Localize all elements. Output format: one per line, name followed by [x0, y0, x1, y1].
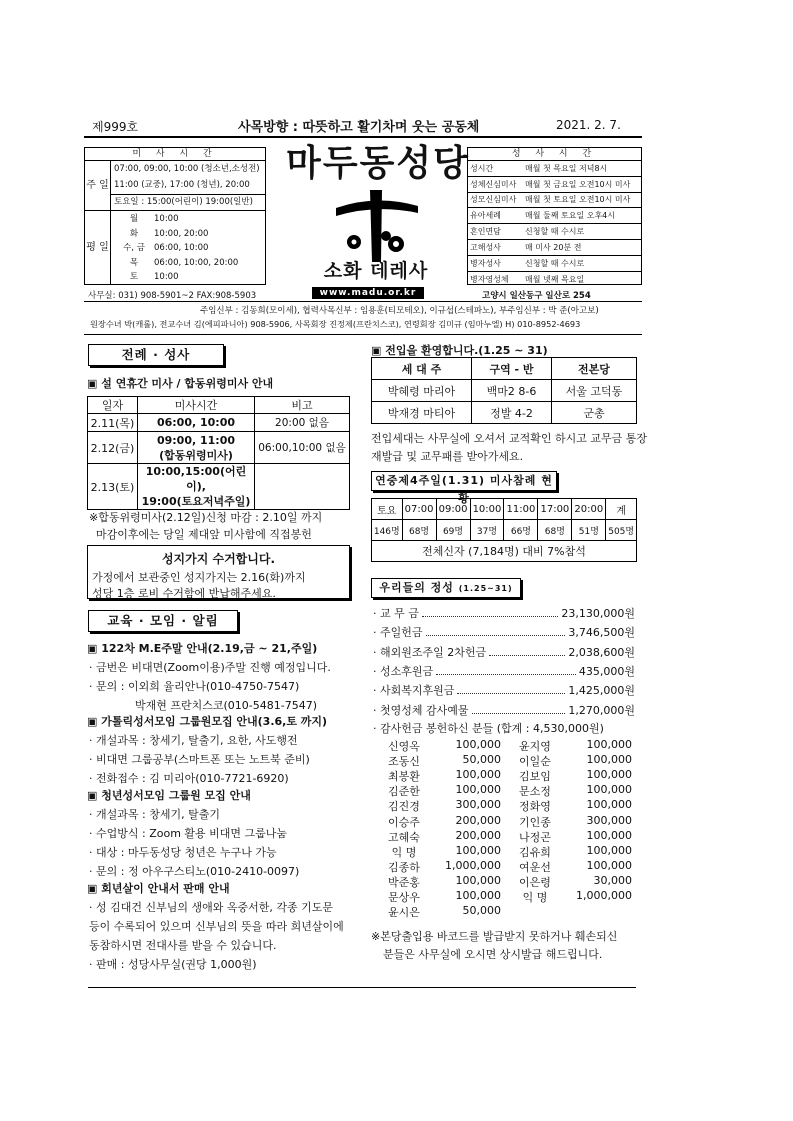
weekday-day: 토	[129, 272, 139, 283]
attendance-value: 68명	[538, 520, 572, 541]
sacrament-time: 매월 넷째 목요일	[525, 274, 585, 284]
offering-amount: 3,746,500원	[568, 626, 635, 640]
table-row	[88, 432, 350, 464]
welcome-cell: 박재경 마티아	[372, 402, 472, 424]
sunday-label: 주 일	[85, 161, 111, 211]
education-heading: ▣ 가톨릭성서모임 그룹원모집 안내(3.6,토 까지)	[87, 713, 327, 729]
patron-saint: 소화 데레사	[323, 260, 429, 282]
attendance-value: 51명	[572, 520, 606, 541]
dot-leader	[422, 605, 559, 617]
offerings-period: (1.25~31)	[458, 584, 513, 593]
schedule-note	[255, 464, 350, 510]
sacrament-time: 매월 첫 목요일 저녁8시	[525, 163, 608, 173]
header-rule	[84, 136, 642, 138]
weekday-row	[111, 256, 265, 270]
education-section-title: 교육 · 모임 · 알림	[88, 610, 238, 632]
schedule-time: 09:00, 11:00 (합동위령미사)	[138, 432, 255, 464]
sacrament-row	[468, 193, 641, 209]
staff-line: 원장수녀 박(캐롤), 전교수녀 김(에피파니아) 908-5906, 사목회장 진정제(프란치스코), 연령회장 김미규 (임마누엘) H) 010-8952-4693	[90, 319, 581, 329]
donor-amount: 100,000	[586, 843, 632, 857]
donor-name: 이일순	[519, 755, 551, 769]
sacrament-name: 성모신심미사	[470, 195, 517, 205]
offering-amount: 435,000원	[578, 664, 635, 678]
donor-name: 기인종	[519, 815, 551, 829]
liturgy-section-title: 전례 · 성사	[88, 344, 224, 366]
pastoral-motto: 사목방향 : 따뜻하고 활기차며 웃는 공동체	[238, 120, 480, 135]
sacrament-row	[468, 177, 641, 193]
weekday-row	[111, 227, 265, 241]
offering-amount: 1,270,000원	[568, 703, 635, 717]
attendance-summary: 전체신자 (7,184명) 대비 7%참석	[372, 541, 637, 562]
education-heading: ▣ 청년성서모임 그룹원 모집 안내	[87, 787, 251, 803]
dot-leader	[426, 624, 566, 636]
donor-amount: 100,000	[455, 738, 501, 751]
education-line: · 수업방식 : Zoom 활용 비대면 그룹나눔	[89, 827, 288, 840]
sacrament-time: 매월 첫 토요일 오전10시 미사	[525, 195, 631, 205]
donor-name: 이은령	[519, 875, 551, 889]
schedule-date: 2.12(금)	[88, 432, 138, 464]
offering-item	[373, 624, 635, 640]
attendance-value: 146명	[372, 520, 403, 541]
notice-text: 성당 1층 로비 수거함에 반납해주세요.	[92, 587, 276, 600]
donor-amount: 100,000	[455, 843, 501, 857]
donor-amount: 100,000	[455, 889, 501, 902]
table-header: 전본당	[552, 358, 637, 380]
welcome-cell: 서울 고덕동	[552, 380, 637, 402]
welcome-cell: 정발 4-2	[472, 402, 552, 424]
offering-name: · 해외원조주일 2차헌금	[373, 645, 487, 659]
welcome-note: 전입세대는 사무실에 오셔서 교적확인 하시고 교무금 통장	[371, 432, 648, 445]
sacrament-rows	[468, 161, 641, 287]
donor-name: 이승주	[388, 815, 420, 829]
mass-times-title: 미 사 시 간	[85, 148, 265, 161]
offering-amount: 2,038,600원	[568, 645, 635, 659]
notice-title: 성지가지 수거합니다.	[161, 552, 276, 566]
offering-name: · 성소후원금	[373, 664, 434, 678]
sacrament-row	[468, 161, 641, 177]
issue-number: 제999호	[92, 120, 139, 134]
cross-icon	[326, 186, 426, 266]
sacrament-name: 성시간	[470, 163, 494, 173]
attendance-header: 09:00	[436, 499, 470, 520]
notice-text: 가정에서 보관중인 성지가지는 2.16(화)까지	[92, 571, 306, 584]
education-line: · 문의 : 이외희 율리안나(010-4750-7547)	[89, 680, 300, 693]
divider	[84, 334, 642, 335]
welcome-cell: 백마2 8-6	[472, 380, 552, 402]
divider	[84, 301, 642, 302]
donor-name: 문상우	[388, 891, 420, 904]
donor-name: 고혜숙	[388, 830, 420, 844]
sacraments-title: 성 사 시 간	[468, 148, 641, 161]
weekday-row	[111, 270, 265, 284]
weekday-label: 평 일	[85, 211, 111, 285]
donor-amount: 100,000	[586, 738, 632, 751]
dot-leader	[472, 702, 566, 714]
dot-leader	[457, 682, 565, 694]
attendance-header: 토요	[372, 499, 403, 520]
donor-name: 김종하	[388, 860, 420, 874]
education-line: · 문의 : 정 아우구스티노(010-2410-0097)	[89, 865, 300, 878]
mass-times-box	[84, 147, 266, 285]
weekday-time: 10:00	[154, 214, 179, 224]
weekday-day: 월	[129, 214, 139, 224]
donor-name: 여운선	[519, 860, 551, 874]
parish-address: 고양시 일산동구 일산로 254	[482, 291, 591, 301]
office-contact: 사무실: 031) 908-5901~2 FAX:908-5903	[88, 291, 257, 301]
issue-date: 2021. 2. 7.	[556, 118, 621, 132]
sacrament-name: 병자성사	[470, 258, 501, 268]
attendance-header: 11:00	[504, 499, 538, 520]
donor-name: 조동신	[388, 755, 420, 769]
donor-name: 최봉환	[388, 770, 420, 784]
table-header: 일자	[88, 397, 138, 414]
attendance-header: 17:00	[538, 499, 572, 520]
thanksgiving-title: · 감사헌금 봉헌하신 분들 (합계 : 4,530,000원)	[373, 722, 604, 735]
weekday-time: 10:00	[154, 272, 179, 283]
donor-amount: 300,000	[455, 798, 501, 812]
schedule-note: 06:00,10:00 없음	[255, 432, 350, 464]
attendance-header: 10:00	[470, 499, 504, 520]
education-line: · 개설과목 : 창세기, 탈출기, 요한, 사도행전	[89, 734, 298, 747]
sacrament-row	[468, 256, 641, 272]
weekday-day: 화	[129, 228, 139, 239]
donor-amount: 50,000	[462, 753, 501, 767]
table-header: 구역 - 반	[472, 358, 552, 380]
donor-amount: 1,000,000	[576, 889, 632, 902]
donor-amount: 100,000	[586, 858, 632, 872]
weekday-time: 06:00, 10:00, 20:00	[154, 257, 239, 268]
new-members-table	[371, 357, 637, 424]
weekday-day: 수, 금	[123, 243, 145, 254]
welcome-heading: ▣ 전입을 환영합니다.(1.25 ~ 31)	[371, 342, 548, 358]
table-row	[88, 414, 350, 432]
offering-item	[373, 644, 635, 660]
donor-name: 박준홍	[388, 875, 420, 889]
education-line: · 개설과목 : 창세기, 탈출기	[89, 808, 220, 821]
palm-collection-notice	[87, 545, 350, 599]
saturday-row: 토요일 : 15:00(어린이) 19:00(일반)	[111, 194, 265, 211]
attendance-value: 66명	[504, 520, 538, 541]
offerings-title	[371, 578, 521, 598]
sacrament-name: 고해성사	[470, 242, 501, 252]
donor-amount: 200,000	[455, 828, 501, 842]
donor-amount: 100,000	[586, 783, 632, 797]
education-line: 동참하시면 전대사를 받을 수 있습니다.	[89, 939, 277, 952]
sacrament-name: 성체신심미사	[470, 179, 517, 189]
parish-name: 마두동성당	[286, 143, 470, 184]
offerings-title-text: 우리들의 정성	[379, 581, 454, 594]
sacrament-time: 매월 첫 금요일 오전10시 미사	[525, 179, 631, 189]
table-row	[372, 380, 637, 402]
table-row	[88, 464, 350, 510]
attendance-value: 37명	[470, 520, 504, 541]
donor-name: 김유희	[519, 845, 551, 859]
education-heading: ▣ 회년살이 안내서 판매 안내	[87, 880, 230, 896]
education-line: · 비대면 그룹공부(스마트폰 또는 노트북 준비)	[89, 753, 310, 766]
education-line: 박재현 프란치스코(010-5481-7547)	[135, 699, 318, 712]
offering-amount: 23,130,000원	[561, 607, 635, 620]
sacrament-time: 신청할 때 수시로	[525, 227, 585, 237]
dot-leader	[489, 644, 565, 656]
sacrament-time: 매 미사 20분 전	[525, 242, 582, 252]
education-line: · 전화접수 : 김 미리아(010-7721-6920)	[89, 772, 289, 785]
attendance-header: 계	[606, 499, 637, 520]
sunday-row: 11:00 (교중), 17:00 (청년), 20:00	[114, 180, 250, 190]
attendance-value: 68명	[402, 520, 436, 541]
donor-amount: 100,000	[586, 798, 632, 812]
donor-name: 김준한	[388, 785, 420, 799]
sacrament-name: 병자영성체	[470, 274, 509, 284]
clergy-line: 주임신부 : 김동희(모이세), 협력사목신부 : 임용훈(티모테오), 이규섭(스테파노), 부주임신부 : 박 준(아고보)	[200, 306, 599, 316]
education-line: · 대상 : 마두동성당 청년은 누구나 가능	[89, 846, 277, 859]
offering-name: · 교 무 금	[373, 607, 419, 620]
weekday-time: 10:00, 20:00	[154, 228, 209, 239]
donor-amount: 100,000	[455, 783, 501, 797]
offering-item	[373, 605, 635, 621]
offering-item	[373, 682, 635, 698]
sacraments-box	[467, 147, 642, 285]
dot-leader	[436, 663, 576, 675]
footer-rule	[88, 987, 636, 988]
donor-amount: 200,000	[455, 813, 501, 827]
donor-name: 김보임	[519, 770, 551, 784]
education-heading: ▣ 122차 M.E주말 안내(2.19,금 ~ 21,주일)	[87, 640, 317, 656]
schedule-note: 20:00 없음	[255, 414, 350, 432]
schedule-time: 06:00, 10:00	[138, 414, 255, 432]
donor-amount: 1,000,000	[445, 858, 501, 872]
sacrament-time: 신청할 때 수시로	[525, 258, 585, 268]
sacrament-row	[468, 272, 641, 288]
donor-name: 익 명	[391, 845, 417, 859]
schedule-date: 2.11(목)	[88, 414, 138, 432]
offering-item	[373, 702, 635, 718]
table-header: 비고	[255, 397, 350, 414]
donor-amount: 30,000	[593, 873, 632, 887]
offering-name: · 사회복지후원금	[373, 684, 455, 698]
website-link[interactable]: www.madu.or.kr	[312, 287, 424, 299]
weekday-row	[111, 212, 265, 226]
holiday-mass-heading: ▣ 설 연휴간 미사 / 합동위령미사 안내	[87, 375, 273, 391]
attendance-header: 07:00	[402, 499, 436, 520]
attendance-value: 505명	[606, 520, 637, 541]
memo-line: ※합동위령미사(2.12일)신청 마감 : 2.10일 까지	[89, 511, 323, 524]
welcome-note: 재발급 및 교무패를 받아가세요.	[371, 450, 524, 463]
donor-amount: 50,000	[462, 904, 501, 918]
donor-amount: 300,000	[586, 813, 632, 827]
donor-name: 신영옥	[388, 740, 420, 753]
sacrament-row	[468, 240, 641, 256]
donor-name: 정화영	[519, 800, 551, 814]
memo-line: 마감이후에는 당일 제대앞 미사함에 직접봉헌	[96, 528, 312, 541]
holiday-mass-table	[87, 396, 350, 510]
donor-amount: 100,000	[586, 828, 632, 842]
education-line: · 판매 : 성당사무실(권당 1,000원)	[89, 958, 257, 971]
table-header: 미사시간	[138, 397, 255, 414]
donor-name: 윤시은	[388, 906, 420, 920]
barcode-notice: 분들은 사무실에 오시면 상시발급 해드립니다.	[383, 948, 603, 961]
sacrament-name: 유아세례	[470, 211, 501, 221]
donor-amount: 100,000	[455, 768, 501, 782]
sacrament-row	[468, 224, 641, 240]
offering-item	[373, 663, 635, 679]
sacrament-row	[468, 208, 641, 224]
donor-amount: 100,000	[586, 753, 632, 767]
donor-amount: 100,000	[586, 768, 632, 782]
donor-name: 나정곤	[519, 830, 551, 844]
education-line: · 성 김대건 신부님의 생애와 옥중서한, 각종 기도문	[89, 901, 333, 914]
schedule-time: 10:00,15:00(어린이), 19:00(토요저녁주일)	[138, 464, 255, 510]
attendance-table	[371, 498, 637, 562]
offering-amount: 1,425,000원	[568, 684, 635, 698]
donor-name: 김진경	[388, 800, 420, 814]
attendance-header: 20:00	[572, 499, 606, 520]
donor-name: 윤지영	[519, 740, 551, 753]
attendance-title: 연중제4주일(1.31) 미사참례 현황	[371, 471, 557, 491]
barcode-notice: ※본당출입용 바코드를 발급받지 못하거나 훼손되신	[371, 930, 618, 943]
table-header: 세 대 주	[372, 358, 472, 380]
table-row	[372, 402, 637, 424]
donor-name: 문소정	[519, 785, 551, 799]
offering-name: · 주일헌금	[373, 626, 423, 640]
attendance-value: 69명	[436, 520, 470, 541]
donor-amount: 100,000	[455, 873, 501, 887]
weekday-day: 목	[129, 257, 139, 268]
sacrament-name: 혼인면담	[470, 227, 501, 237]
education-line: · 금번은 비대면(Zoom이용)주말 진행 예정입니다.	[89, 661, 331, 674]
welcome-cell: 군총	[552, 402, 637, 424]
schedule-date: 2.13(토)	[88, 464, 138, 510]
welcome-cell: 박혜령 마리아	[372, 380, 472, 402]
education-line: 등이 수록되어 있으며 신부님의 뜻을 따라 희년살이에	[89, 920, 344, 933]
weekday-time: 06:00, 10:00	[154, 243, 209, 254]
offering-name: · 첫영성체 감사예물	[373, 703, 469, 717]
sacrament-time: 매월 둘째 토요일 오후4시	[525, 211, 615, 221]
weekday-row	[111, 241, 265, 255]
donor-name: 익 명	[522, 891, 548, 904]
sunday-row: 07:00, 09:00, 10:00 (청소년,소성전)	[114, 164, 260, 174]
